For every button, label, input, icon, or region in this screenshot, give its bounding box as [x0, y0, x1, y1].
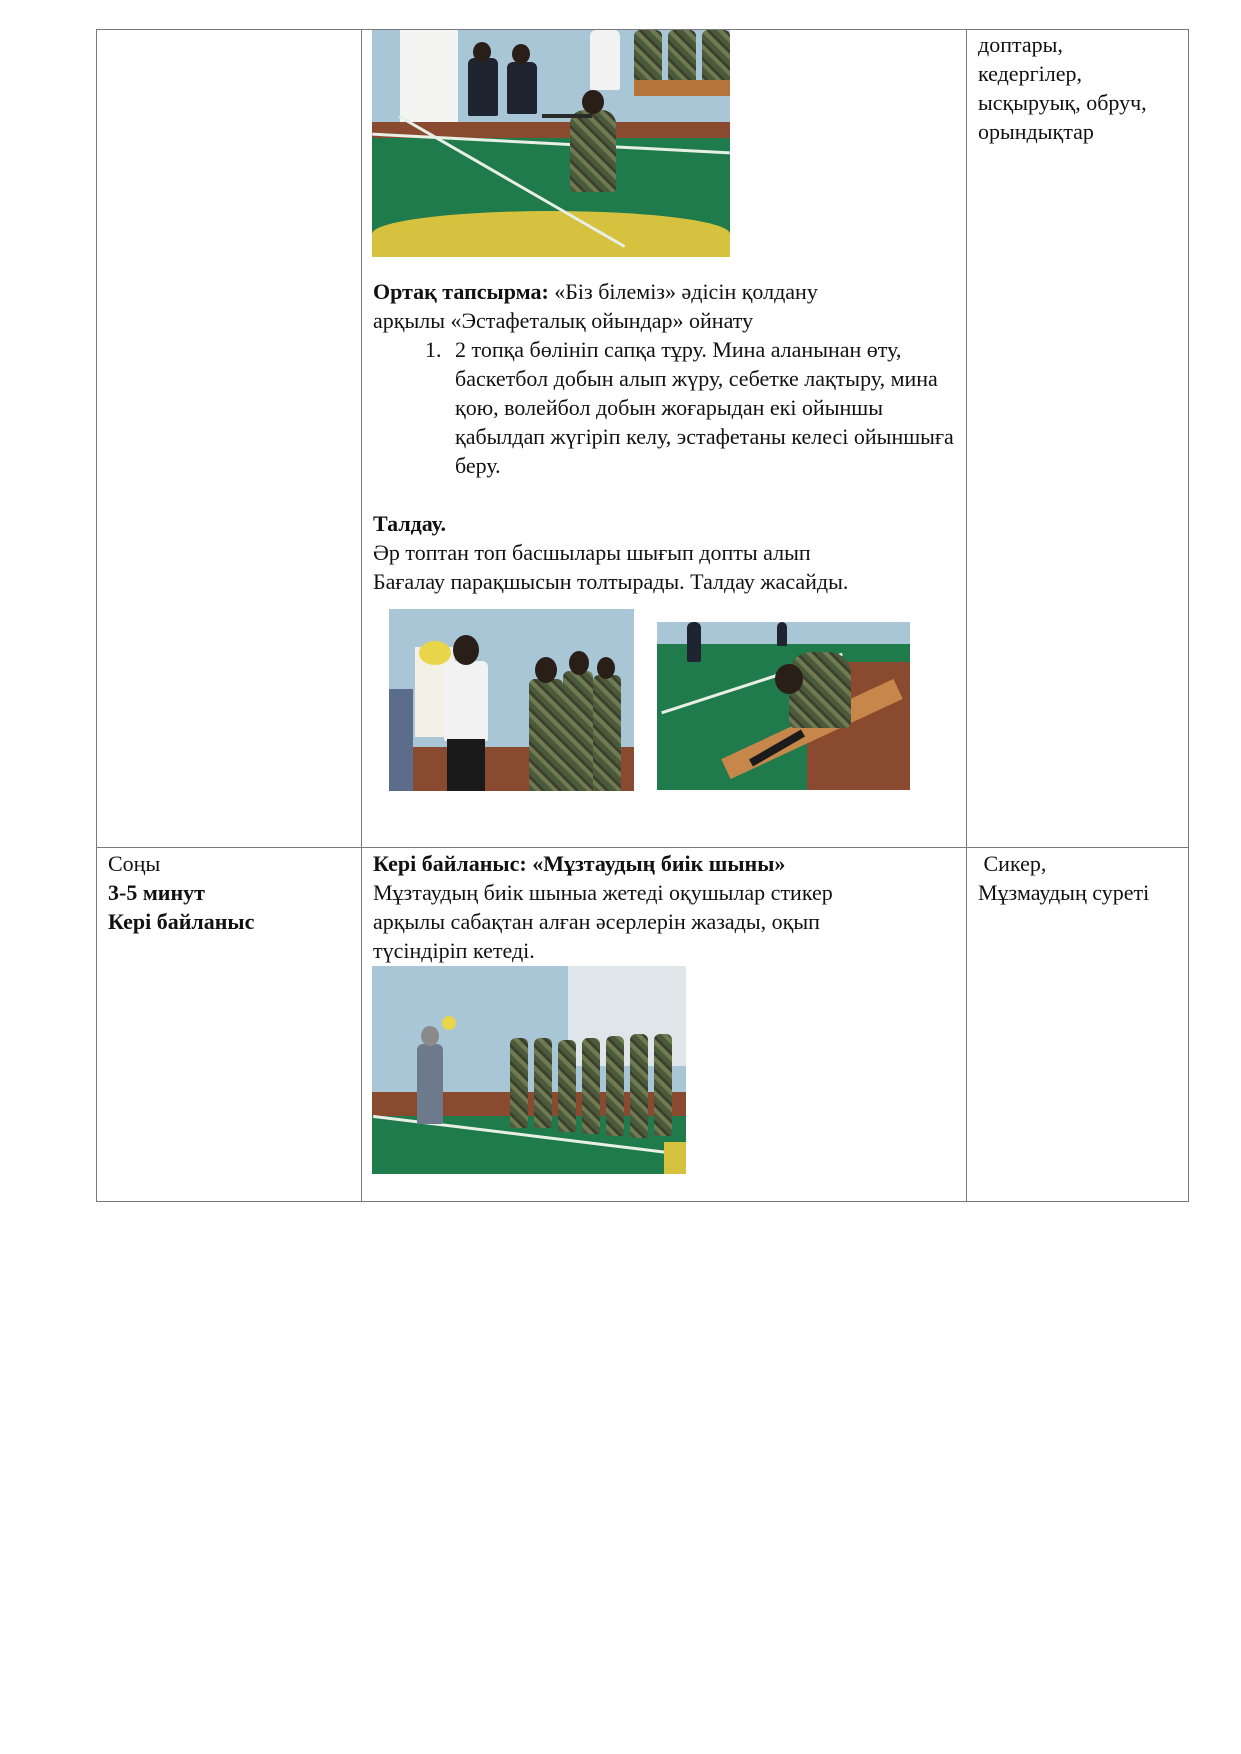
resources-line: орындықтар: [978, 119, 1094, 144]
table-row: [97, 30, 1189, 848]
photo-feedback-lineup: [372, 966, 686, 1174]
stage-duration: 3-5 минут: [108, 880, 205, 905]
resources-cell: [967, 30, 1189, 848]
table-row: [97, 848, 1189, 1202]
list-item: 1. 2 топқа бөлініп сапқа тұру. Мина аланынан өту, баскетбол добын алып жүру, себетке лақтыру, мина қою, волейбол добын жоғарыдан екі ойыншы қабылдап жүгіріп келу, эстафетаны келесі ойыншыға беру.: [447, 335, 955, 480]
feedback-text: Мұзтаудың биік шыныа жетеді оқушылар стикер арқылы сабақтан алған әсерлерін жазады, оқып түсіндіріп кетеді.: [373, 880, 833, 963]
photo-evaluation: [389, 609, 634, 791]
photo-filling-sheet: [657, 622, 910, 790]
stage-label: Соңы: [108, 851, 161, 876]
analysis-line-1: Әр топтан топ басшылары шығып допты алып: [373, 540, 811, 565]
feedback-title: Кері байланыс: «Мұзтаудың биік шыны»: [373, 851, 786, 876]
lesson-plan-table: [96, 29, 1189, 1202]
stage-name: Кері байланыс: [108, 909, 255, 934]
task-text-a: «Біз білеміз» әдісін қолдану: [548, 279, 818, 304]
analysis-line-2: Бағалау парақшысын толтырады. Талдау жасайды.: [373, 569, 849, 594]
activity-cell: [362, 30, 967, 848]
resources-line: кедергілер,: [978, 61, 1082, 86]
resources-line: Мұзмаудың суреті: [978, 880, 1150, 905]
analysis-title: Талдау.: [373, 511, 446, 536]
resources-line: доптары,: [978, 32, 1063, 57]
activity-cell: [362, 848, 967, 1202]
task-label: Ортақ тапсырма:: [373, 279, 549, 304]
resources-line: ысқыруық, обруч,: [978, 90, 1147, 115]
resources-line: Сикер,: [978, 851, 1047, 876]
stage-cell: [97, 848, 362, 1202]
resources-cell: [967, 848, 1189, 1202]
photo-relay-shooting: [372, 30, 730, 257]
stage-cell: [97, 30, 362, 848]
task-steps-list: [373, 335, 955, 480]
task-line-2: арқылы «Эстафеталық ойындар» ойнату: [373, 308, 754, 333]
task-line-1: [373, 277, 955, 306]
